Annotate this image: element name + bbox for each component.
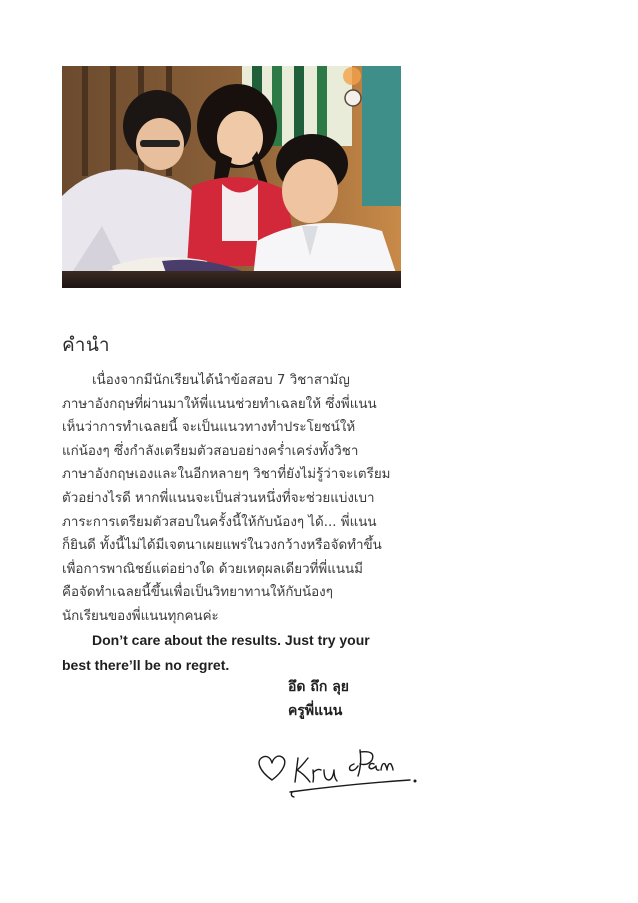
paragraph-line: นักเรียนของพี่แนนทุกคนค่ะ: [62, 608, 219, 624]
preface-heading: คำนำ: [62, 334, 111, 356]
signoff-author: ครูพี่แนน: [288, 703, 343, 719]
paragraph-line: ภาษาอังกฤษที่ผ่านมาให้พี่แนนช่วยทำเฉลยให้ ซึ่งพี่แนน: [62, 396, 377, 412]
quote-line: best there’ll be no regret.: [62, 657, 230, 673]
paragraph-line: ก็ยินดี ทั้งนี้ไม่ได้มีเจตนาเผยแพร่ในวงกว้างหรือจัดทำขึ้น: [62, 538, 382, 554]
classroom-photo: [62, 66, 401, 288]
paragraph-line: เนื่องจากมีนักเรียนได้นำข้อสอบ 7 วิชาสามัญ: [92, 373, 350, 388]
paragraph-line: เพื่อการพาณิชย์แต่อย่างใด ด้วยเหตุผลเดียวที่พี่แนนมี: [62, 561, 364, 577]
paragraph-line: ภาษาอังกฤษเองและในอีกหลายๆ วิชาที่ยังไม่รู้ว่าจะเตรียม: [62, 467, 391, 483]
paragraph-line: ภาระการเตรียมตัวสอบในครั้งนี้ให้กับน้องๆ ได้... พี่แนน: [62, 514, 377, 530]
signoff-block: [288, 675, 349, 723]
paragraph-line: เห็นว่าการทำเฉลยนี้ จะเป็นแนวทางทำประโยชน์ให้: [62, 420, 356, 436]
paragraph-line: ตัวอย่างไรดี หากพี่แนนจะเป็นส่วนหนึ่งที่จะช่วยแบ่งเบา: [62, 490, 375, 506]
photo-illustration: [62, 66, 401, 288]
signature-icon: [250, 740, 430, 800]
paragraph-line: คือจัดทำเฉลยนี้ขึ้นเพื่อเป็นวิทยาทานให้กับน้องๆ: [62, 585, 333, 601]
paragraph-line: แก่น้องๆ ซึ่งกำลังเตรียมตัวสอบอย่างคร่ำเคร่งทั้งวิชา: [62, 443, 359, 459]
signoff-motto: อึด ถึก ลุย: [288, 679, 349, 695]
quote-line: Don’t care about the results. Just try your: [92, 632, 370, 648]
motivational-quote: [62, 628, 370, 678]
preface-paragraph: [62, 369, 407, 629]
